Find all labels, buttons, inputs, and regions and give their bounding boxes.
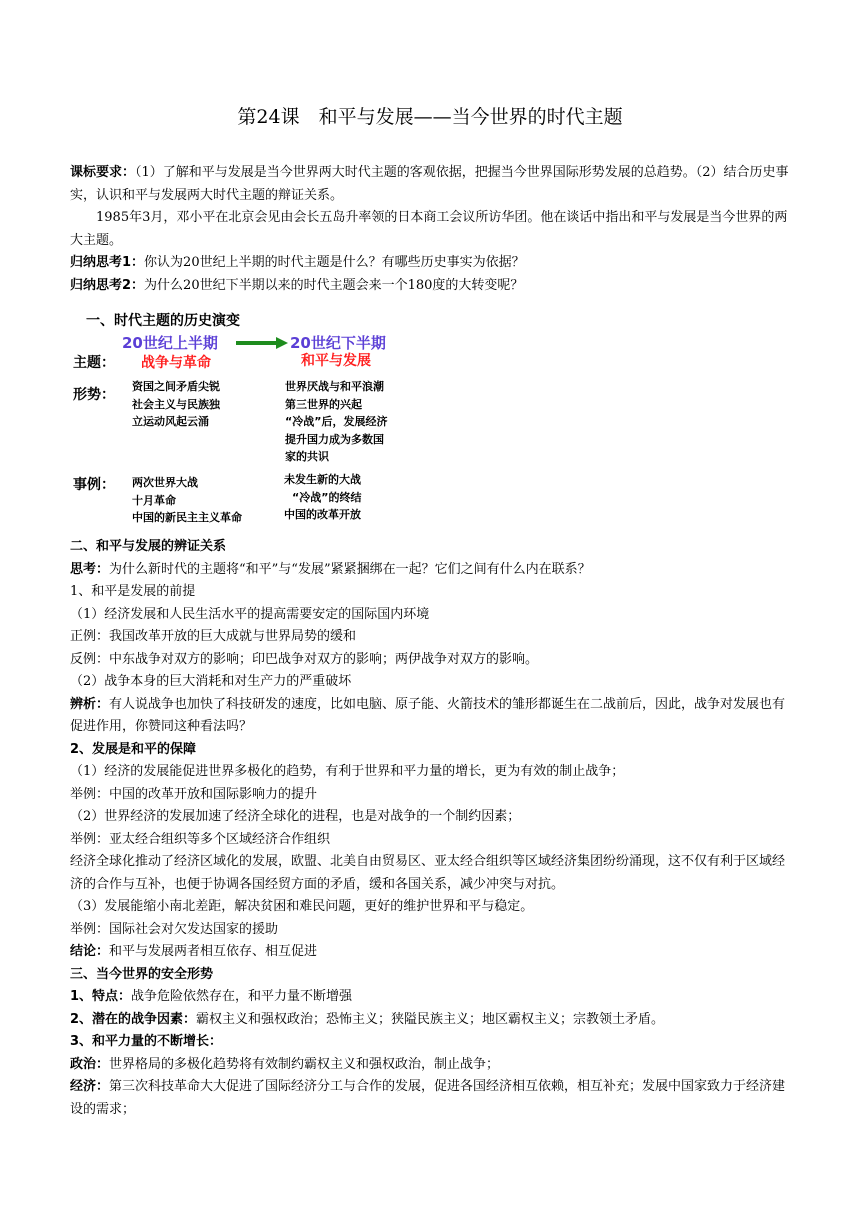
point2-b-example: 举例：亚太经合组织等多个区域经济合作组织	[70, 831, 331, 847]
think2-label: 归纳思考2：	[70, 277, 145, 293]
arrow-right-icon	[236, 336, 288, 350]
intro-block	[70, 162, 795, 298]
point2-title-text: 2、发展是和平的保障	[70, 741, 197, 757]
situation1-item: 立运动风起云涌	[132, 415, 209, 428]
conclusion-label: 结论：	[70, 944, 110, 959]
events2-item: 未发生新的大战	[284, 473, 361, 486]
point1-positive-example: 正例：我国改革开放的巨大成就与世界局势的缓和	[70, 629, 357, 644]
events2-item: “冷战”的终结	[292, 490, 362, 504]
growth-title-text: 3、和平力量的不断增长：	[70, 1034, 223, 1049]
feature-text: 战争危险依然存在，和平力量不断增强	[131, 989, 353, 1004]
conclusion-paragraph	[70, 941, 795, 964]
think-text: 为什么新时代的主题将“和平”与“发展”紧紧捆绑在一起？它们之间有什么内在联系？	[109, 561, 591, 577]
debate-text: 有人说战争也加快了科技研发的速度，比如电脑、原子能、火箭技术的雏形都诞生在二战前后，因此，战争对发展也有促进作用，你赞同这种看法吗？	[70, 696, 786, 734]
era-evolution-diagram	[70, 306, 470, 536]
point1-b: （2）战争本身的巨大消耗和对生产力的严重破坏	[70, 674, 352, 689]
requirement-text: （1）了解和平与发展是当今世界两大时代主题的客观依据，把握当今世界国际形势发展的总趋势。（2）结合历史事实，认识和平与发展两大时代主题的辩证关系。	[70, 165, 789, 203]
events1-item: 十月革命	[132, 493, 176, 507]
situation2-list	[285, 378, 387, 466]
think1-label: 归纳思考1：	[70, 255, 145, 271]
think2-paragraph	[70, 275, 795, 298]
context-paragraph: 1985年3月，邓小平在北京会见由会长五岛升率领的日本商工会议所访华团。他在谈话中指出和平与发展是当今世界的两大主题。	[70, 210, 788, 248]
point1-a: （1）经济发展和人民生活水平的提高需要安定的国际国内环境	[70, 606, 430, 622]
situation2-item: 第三世界的兴起	[285, 397, 362, 411]
point2-title	[70, 739, 795, 762]
events1-item: 中国的新民主主义革命	[132, 511, 242, 524]
point2-a-example: 举例：中国的改革开放和国际影响力的提升	[70, 786, 318, 802]
point2-c-example: 举例：国际社会对欠发达国家的援助	[70, 921, 279, 937]
era2-label: 20世纪下半期	[290, 334, 386, 352]
feature-label: 1、特点：	[70, 989, 132, 1004]
section2-heading	[70, 536, 795, 559]
page-title: 第24课 和平与发展——当今世界的时代主题	[237, 106, 623, 128]
think1-paragraph	[70, 252, 795, 275]
politics-label: 政治：	[70, 1056, 110, 1072]
point1-title: 1、和平是发展的前提	[70, 584, 196, 599]
point2-b: （2）世界经济的发展加速了经济全球化的进程，也是对战争的一个制约因素；	[70, 809, 521, 824]
situation2-item: “冷战”后，发展经济	[285, 415, 388, 428]
situation1-list	[132, 378, 220, 431]
situation2-item: 世界厌战与和平浪潮	[285, 380, 384, 393]
era1-label: 20世纪上半期	[122, 334, 218, 352]
conclusion-text: 和平与发展两者相互依存、相互促进	[109, 944, 318, 959]
think1-text: 你认为20世纪上半期的时代主题是什么？有哪些历史事实为依据？	[144, 255, 525, 271]
theme-label: 主题：	[73, 355, 115, 371]
situation2-item: 提升国力成为多数国	[285, 432, 384, 446]
point2-c: （3）发展能缩小南北差距，解决贫困和难民问题，更好的维护世界和平与稳定。	[70, 899, 534, 914]
think-paragraph	[70, 559, 795, 582]
point2-a: （1）经济的发展能促进世界多极化的趋势，有利于世界和平力量的增长，更为有效的制止战争；	[70, 764, 625, 779]
main-content	[70, 536, 795, 1121]
theme2-text: 和平与发展	[301, 353, 371, 369]
events2-list	[284, 471, 361, 524]
events1-list	[132, 474, 242, 527]
think-label: 思考：	[70, 561, 110, 577]
war-factors-paragraph	[70, 1009, 795, 1032]
theme1-text: 战争与革命	[141, 355, 211, 371]
feature-paragraph	[70, 986, 795, 1009]
war-factors-label: 2、潜在的战争因素：	[70, 1011, 197, 1027]
economy-paragraph	[70, 1076, 795, 1121]
growth-title	[70, 1031, 795, 1054]
diagram-heading: 一、时代主题的历史演变	[86, 313, 240, 329]
events-label: 事例：	[73, 477, 115, 493]
events2-item: 中国的改革开放	[284, 508, 361, 521]
situation1-item: 社会主义与民族独	[132, 397, 220, 411]
requirement-paragraph	[70, 162, 795, 207]
politics-paragraph	[70, 1054, 795, 1077]
think2-text: 为什么20世纪下半期以来的时代主题会来一个180度的大转变呢？	[144, 277, 524, 293]
economy-label: 经济：	[70, 1079, 110, 1094]
point2-b-text: 经济全球化推动了经济区域化的发展，欧盟、北美自由贸易区、亚太经合组织等区域经济集团纷纷涌现，这不仅有利于区域经济的合作与互补，也便于协调各国经贸方面的矛盾，缓和各国关系，减少冲突与对抗。	[70, 854, 786, 892]
war-factors-text: 霸权主义和强权政治；恐怖主义；狭隘民族主义；地区霸权主义；宗教领土矛盾。	[196, 1011, 665, 1027]
situation2-item: 家的共识	[285, 450, 329, 463]
requirement-label: 课标要求：	[70, 165, 136, 180]
debate-label: 辨析：	[70, 696, 110, 712]
economy-text: 第三次科技革命大大促进了国际经济分工与合作的发展，促进各国经济相互依赖，相互补充；发展中国家致力于经济建设的需求；	[70, 1079, 786, 1117]
point1-negative-example: 反例：中东战争对双方的影响；印巴战争对双方的影响；两伊战争对双方的影响。	[70, 651, 539, 667]
situation-label: 形势：	[73, 387, 115, 403]
section2-heading-text: 二、和平与发展的辨证关系	[70, 539, 227, 554]
situation1-item: 资国之间矛盾尖锐	[132, 380, 220, 393]
section3-heading-text: 三、当今世界的安全形势	[70, 966, 214, 982]
section3-heading	[70, 964, 795, 987]
events1-item: 两次世界大战	[132, 476, 198, 489]
debate-paragraph	[70, 694, 795, 739]
politics-text: 世界格局的多极化趋势将有效制约霸权主义和强权政治，制止战争；	[109, 1056, 500, 1072]
